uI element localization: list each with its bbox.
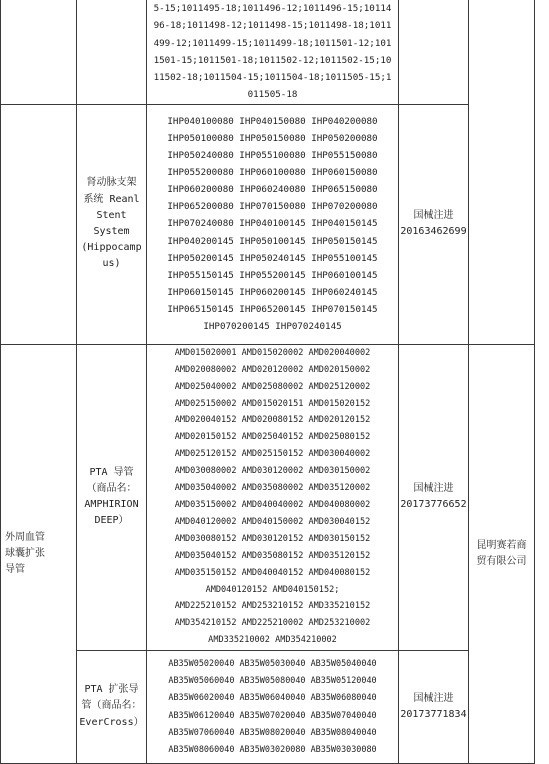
product-name-line: （商品名： [86, 482, 137, 494]
product-name-line: us) [102, 258, 121, 270]
code-line: AMD025150002 AMD015020151 AMD015020152 [174, 398, 371, 409]
product-name-line: 肾动脉支架 [86, 177, 137, 189]
code-line: AB35W05060040 AB35W05080040 AB35W05120040 [168, 674, 377, 685]
code-line: IHP050240080 IHP055100080 IHP055150080 [167, 150, 378, 162]
code-line: AMD035040152 AMD035080152 AMD035120152 [174, 550, 371, 561]
table-row [1, 344, 535, 650]
code-line: IHP040200145 IHP050100145 IHP050150145 [167, 235, 378, 247]
product-name-line: AMPHIRION [84, 499, 139, 510]
registration-cell: 国械注进 20163462699 [399, 104, 469, 344]
code-line: AMD035040002 AMD035080002 AMD035120002 [174, 483, 371, 494]
code-line: AB35W07060040 AB35W08020040 AB35W08040040 [168, 726, 377, 737]
code-line: AMD030080002 AMD030120002 AMD030150002 [174, 466, 371, 477]
product-name-line: (Hippocamp [81, 242, 142, 254]
code-line: IHP050100080 IHP050150080 IHP050200080 [167, 132, 378, 144]
code-line: AMD225210152 AMD253210152 AMD335210152 [174, 601, 371, 612]
code-line: AB35W05020040 AB35W05030040 AB35W05040040 [168, 657, 377, 668]
company-line: 昆明赛若商 [476, 539, 527, 551]
product-name-cell [77, 104, 147, 344]
product-name-line: PTA 扩张导 [84, 684, 139, 696]
product-name-line: Stent [96, 209, 127, 221]
code-line: IHP055200080 IHP060100080 IHP060150080 [167, 167, 378, 179]
code-line: AMD040120152 AMD040150152; [205, 584, 340, 595]
code-line: AMD020150152 AMD025040152 AMD025080152 [174, 432, 371, 443]
code-line: IHP050200145 IHP050240145 IHP055100145 [167, 252, 378, 264]
category-cell [1, 0, 77, 104]
product-name-cell [77, 344, 147, 650]
code-line: AB35W08060040 AB35W03020080 AB35W03030080 [168, 744, 377, 755]
code-line: 11502-18;1011504-15;1011504-18;1011505-15;1 [153, 71, 392, 83]
product-name-line: 系统 Reanl [83, 193, 140, 205]
registration-cell: 国械注进 20173776652 [399, 344, 469, 650]
category-line: 外周血管 [5, 531, 45, 543]
table-row [1, 104, 535, 344]
code-line: AB35W06120040 AB35W07020040 AB35W07040040 [168, 709, 377, 720]
product-name-line: 管（商品名： [81, 700, 142, 712]
code-line: IHP070240080 IHP040100145 IHP040150145 [167, 218, 378, 230]
model-codes-cell [147, 344, 399, 650]
company-line: 贸有限公司 [476, 555, 527, 567]
category-cell [1, 104, 77, 344]
code-line: 96-18;1011498-12;1011498-15;1011498-18;1011 [153, 20, 392, 32]
registration-cell: 国械注进 20173771834 [399, 650, 469, 763]
category-line: 导管 [5, 563, 25, 575]
code-line: IHP060150145 IHP060200145 IHP060240145 [167, 286, 378, 298]
product-name-line: EverCross） [79, 716, 144, 728]
code-line: IHP055150145 IHP055200145 IHP060100145 [167, 269, 378, 281]
code-line: AMD020080002 AMD020120002 AMD020150002 [174, 364, 371, 375]
table-row [1, 0, 535, 104]
code-line: 499-12;1011499-15;1011499-18;1011501-12;101 [153, 37, 392, 49]
product-name-line: PTA 导管 [89, 466, 134, 478]
product-name-cell [77, 0, 147, 104]
code-line: AB35W06020040 AB35W06040040 AB35W06080040 [168, 692, 377, 703]
model-codes-cell [147, 104, 399, 344]
code-line: AMD030080152 AMD030120152 AMD030150152 [174, 533, 371, 544]
code-line: IHP060200080 IHP060240080 IHP065150080 [167, 184, 378, 196]
model-codes-cell [147, 0, 399, 104]
category-cell [1, 344, 77, 763]
product-name-cell [77, 650, 147, 763]
code-line: AMD035150152 AMD040040152 AMD040080152 [174, 567, 371, 578]
code-line: AMD335210002 AMD354210002 [208, 635, 337, 646]
code-line: AMD025040002 AMD025080002 AMD025120002 [174, 381, 371, 392]
code-line: AMD354210152 AMD225210002 AMD253210002 [174, 618, 371, 629]
code-line: IHP040100080 IHP040150080 IHP040200080 [167, 115, 378, 127]
product-name-line: DEEP） [94, 515, 129, 527]
registration-cell [399, 0, 469, 104]
code-line: AMD040120002 AMD040150002 AMD030040152 [174, 516, 371, 527]
code-line: AMD035150002 AMD040040002 AMD040080002 [174, 500, 371, 510]
code-line: IHP065150145 IHP065200145 IHP070150145 [167, 303, 378, 315]
code-line: AMD025120152 AMD025150152 AMD030040002 [174, 449, 371, 460]
category-line: 球囊扩张 [5, 547, 45, 559]
code-line: IHP070200145 IHP070240145 [203, 321, 342, 333]
table-row [1, 650, 535, 763]
code-line: 011505-18 [247, 89, 298, 101]
company-cell [469, 344, 535, 763]
code-line: AMD020040152 AMD020080152 AMD020120152 [174, 415, 371, 426]
product-name-line: System [93, 226, 130, 237]
code-line: AMD015020001 AMD015020002 AMD020040002 [174, 347, 371, 358]
code-line: IHP065200080 IHP070150080 IHP070200080 [167, 201, 378, 213]
model-codes-cell [147, 650, 399, 763]
code-line: 1501-15;1011501-18;1011502-12;1011502-15;10 [153, 54, 392, 66]
company-cell [469, 0, 535, 344]
code-line: 5-15;1011495-18;1011496-12;1011496-15;10114 [153, 3, 392, 15]
